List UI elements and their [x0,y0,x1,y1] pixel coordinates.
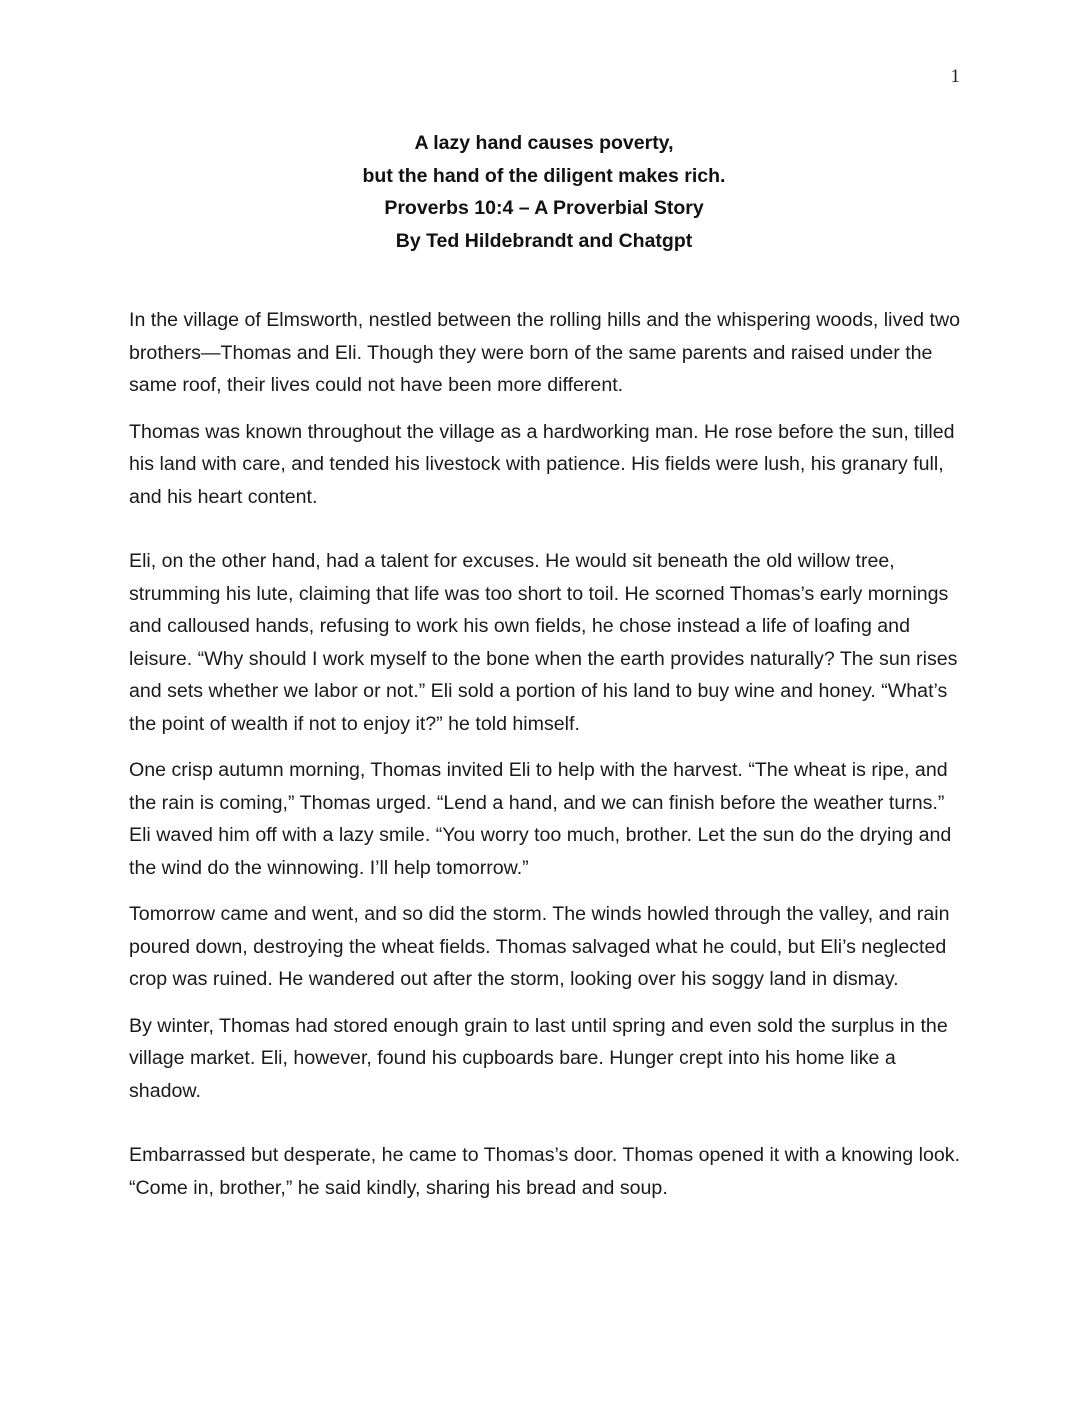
paragraph-intro: In the village of Elmsworth, nestled between the rolling hills and the whispering woods, lived two brothers—Thomas and Eli. Though they were born of the same parents and raised under the same roof, their lives could not have been more different. [129,309,961,396]
title-author: By Ted Hildebrandt and Chatgpt [395,229,693,252]
title-proverb-line-2: but the hand of the diligent makes rich. [362,164,726,187]
paragraph-eli: Eli, on the other hand, had a talent for excuses. He would sit beneath the old willow tree, strumming his lute, claiming that life was too short to toil. He scorned Thomas’s early mornings and calloused hands, refusing to work his own fields, he chose instead a life of loafing and leisure. “Why should I work myself to the bone when the earth provides naturally? The sun rises and sets whether we labor or not.” Eli sold a portion of his land to buy wine and honey. “What’s the point of wealth if not to enjoy it?” he told himself. [129,550,958,735]
title-reference: Proverbs 10:4 – A Proverbial Story [384,197,704,219]
title-block [0,127,1088,257]
paragraph-door: Embarrassed but desperate, he came to Thomas’s door. Thomas opened it with a knowing look. “Come in, brother,” he said kindly, sharing his bread and soup. [129,1144,961,1199]
paragraph-thomas: Thomas was known throughout the village as a hardworking man. He rose before the sun, tilled his land with care, and tended his livestock with patience. His fields were lush, his granary full, and his heart content. [129,420,955,508]
story-body [129,304,964,1204]
paragraph-storm: Tomorrow came and went, and so did the storm. The winds howled through the valley, and rain poured down, destroying the wheat fields. Thomas salvaged what he could, but Eli’s neglected crop was ruined. He wandered out after the storm, looking over his soggy land in dismay. [129,903,950,990]
page-number: 1 [950,66,960,87]
title-proverb-line-1: A lazy hand causes poverty, [414,132,674,154]
paragraph-harvest: One crisp autumn morning, Thomas invited Eli to help with the harvest. “The wheat is ripe, and the rain is coming,” Thomas urged. “Lend a hand, and we can finish before the weather turns.” Eli waved him off with a lazy smile. “You worry too much, brother. Let the sun do the drying and the wind do the winnowing. I’ll help tomorrow.” [129,759,952,879]
paragraph-winter: By winter, Thomas had stored enough grain to last until spring and even sold the surplus in the village market. Eli, however, found his cupboards bare. Hunger crept into his home like a shadow. [129,1014,948,1102]
